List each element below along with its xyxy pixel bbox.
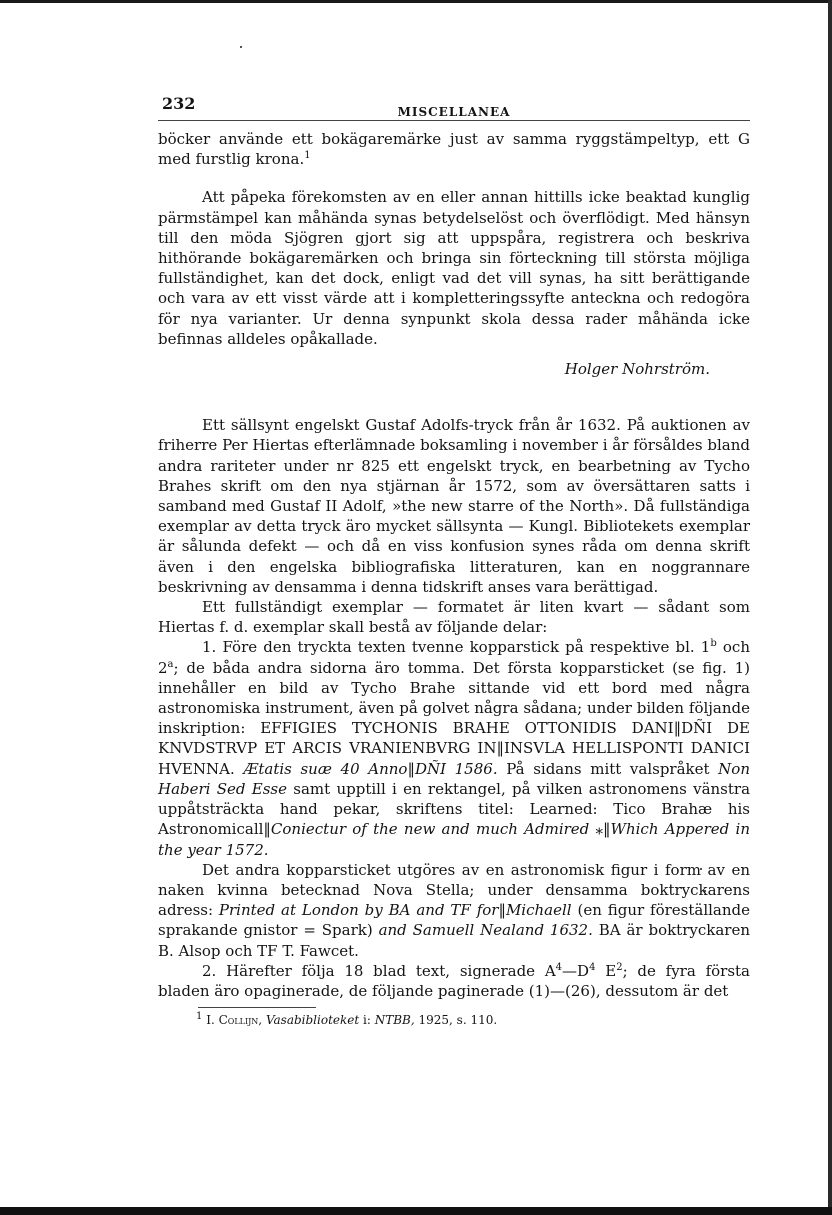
paragraph-item-1 — [158, 637, 750, 859]
plate-2-text: (en figur föreställande sprakande gnistor = Spark) — [158, 901, 751, 940]
italic-imprint: Printed at London by BA and TF for‖Michaell — [218, 901, 572, 920]
item-1-text: På sidans mitt valspråket — [497, 759, 719, 778]
footnote-rule — [198, 1007, 316, 1008]
running-title: MISCELLANEA — [397, 105, 511, 119]
page-header — [158, 94, 750, 121]
scan-speck — [240, 46, 242, 48]
footnote-text: 1925, s. 110. — [414, 1013, 498, 1028]
italic-title: Coniectur of the new and much Admired ⁎‖Which Appered in the year 1572. — [158, 820, 750, 859]
footnote-number: 1 — [196, 1011, 203, 1023]
footnote — [158, 1012, 750, 1028]
item-2-text: ; de fyra första bladen äro opaginerade, de följande paginerade (1)—(26), dessutom är det — [158, 961, 750, 1000]
footnote-text: i: — [359, 1013, 375, 1028]
paragraph-article-intro: Ett sällsynt engelskt Gustaf Adolfs-tryck från år 1632. På auktionen av friherre Per Hiertas efterlämnade boksamling i november i år försåldes bland andra rariteter under nr 825 ett engelskt tryck, en bearbetning av Tycho Brahes skrift om den nya stjärnan år 1572, som av översättaren satts i samband med Gustaf II Adolf, »the new starre of the North». Då fullständiga exemplar av detta tryck äro mycket sällsynta — Kungl. Bibliotekets exemplar är sålunda defekt — och då en viss konfusion synes råda om denna skrift även i den engelska bibliografiska litteraturen, kan en noggrannare beskrivning av densamma i denna tidskrift anses vara berättigad. — [158, 416, 750, 596]
item-2-text: E — [595, 961, 617, 980]
item-2-text: —D — [562, 961, 590, 980]
author-signature: Holger Nohrström. — [564, 360, 710, 379]
italic-imprint: and Samuell Nealand 1632. — [378, 921, 593, 940]
paragraph-continuation — [158, 129, 750, 169]
item-1-text: 1. Före den tryckta texten tvenne kopparstick på respektive bl. 1 — [202, 638, 711, 657]
superscript: a — [167, 658, 174, 670]
item-1-text: samt upptill i en rektangel, på vilken astronomens vänstra uppåtsträckta hand pekar, skriftens titel: Learned: Tico Brahæ his Astronomicall‖ — [158, 779, 751, 839]
italic-text: Ætatis suæ 40 Anno‖DÑI 1586. — [243, 759, 498, 778]
item-1-text: ; de båda andra sidorna äro tomma. Det första kopparsticket (se fig. 1) innehåller en bild av Tycho Brahe sittande vid ett bord med några astronomiska instrument, även på golvet några sådana; under bilden följande inskription: EFFIGIES TYCHONIS BRAHE OTTONIDIS DANI‖DÑI DE KNVDSTRVP ET ARCIS VRANIENBVRG IN‖INSVLA HELLISPONTI DANICI HVENNA. — [158, 658, 750, 778]
paragraph-copy-description: Ett fullständigt exemplar — formatet är liten kvart — sådant som Hiertas f. d. exemplar skall bestå av följande delar: — [158, 598, 750, 637]
scan-edge-bottom — [0, 1207, 832, 1215]
italic-motto: Non Haberi Sed Esse — [158, 759, 750, 798]
paragraph-item-2 — [158, 961, 750, 1001]
page-body — [158, 94, 750, 1028]
footnote-title: Vasabiblioteket — [265, 1013, 360, 1028]
plate-2-text: BA är boktryckaren B. Alsop och TF T. Fawcet. — [158, 921, 750, 960]
paragraph-text: böcker använde ett bokägaremärke just av samma ryggstämpeltyp, ett G med furstlig krona. — [158, 130, 750, 169]
scan-edge-right — [828, 0, 832, 1215]
footnote-reference: 1 — [304, 150, 311, 162]
superscript: b — [710, 638, 717, 650]
footnote-journal: NTBB, — [374, 1013, 415, 1028]
paragraph-plate-2 — [158, 860, 750, 961]
page-number: 232 — [162, 94, 196, 113]
scan-edge-top — [0, 0, 832, 3]
paragraph-conclusion: Att påpeka förekomsten av en eller annan hittills icke beaktad kunglig pärmstämpel kan måhända synas betydelselöst och överflödigt. Med hänsyn till den möda Sjögren gjort sig att uppspåra, registrera och beskriva hithörande bokägaremärken och bringa sin förteckning till största möjliga fullständighet, kan det dock, enligt vad det vill synas, ha sitt berättigande och vara av ett visst värde att i kompletteringssyfte anteckna och redogöra för nya varianter. Ur denna synpunkt skola dessa rader måhända icke befinnas alldeles opåkallade. — [158, 188, 750, 348]
plate-2-text: Det andra kopparsticket utgöres av en astronomisk figur i form av en naken kvinna betecknad Nova Stella; under densamma boktryckarens adress: — [158, 860, 750, 920]
item-1-text: och 2 — [158, 638, 750, 677]
footnote-author: I. Collijn, — [206, 1013, 263, 1028]
superscript: 4 — [589, 961, 596, 973]
item-2-text: 2. Härefter följa 18 blad text, signerade A — [202, 961, 556, 980]
superscript: 4 — [555, 961, 563, 973]
superscript: 2 — [616, 961, 623, 973]
